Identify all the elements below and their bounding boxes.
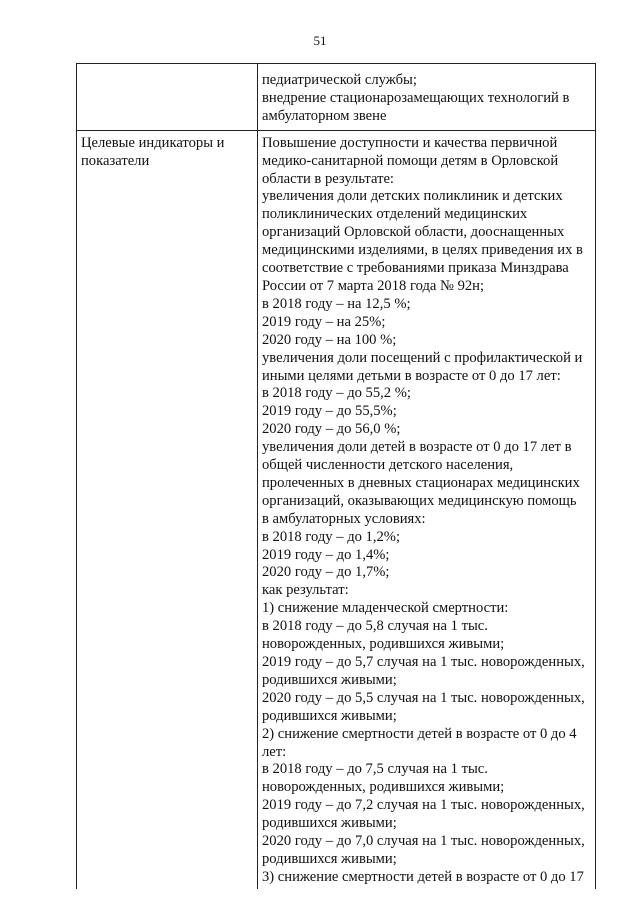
program-passport-table: [76, 63, 596, 889]
text-line: 2019 году – до 7,2 случая на 1 тыс. новорожденных,: [262, 797, 585, 814]
text-line: медико-санитарной помощи детям в Орловской: [262, 152, 559, 169]
row1-content-cell: [258, 64, 596, 131]
text-line: области в результате:: [262, 170, 394, 187]
text-line: педиатрической службы;: [262, 72, 417, 88]
table-row: [77, 64, 596, 131]
text-line: 2019 году – до 1,4%;: [262, 546, 390, 563]
text-line: 2019 году – до 55,5%;: [262, 403, 397, 420]
text-line: 2020 году – до 56,0 %;: [262, 421, 401, 438]
text-line: в 2018 году – до 55,2 %;: [262, 385, 411, 402]
text-line: России от 7 марта 2018 года № 92н;: [262, 277, 485, 294]
text-line: 2020 году – на 100 %;: [262, 331, 397, 348]
text-line: общей численности детского населения,: [262, 457, 514, 474]
row1-label-cell: [77, 64, 258, 131]
text-line: внедрение стационарозамещающих технологий в: [262, 89, 570, 106]
text-line: родившихся живыми;: [262, 671, 397, 688]
text-line: 3) снижение смертности детей в возрасте от 0 до 17: [262, 868, 584, 885]
text-line: родившихся живыми;: [262, 850, 397, 867]
text-line: организаций Орловской области, дооснащенных: [262, 224, 565, 241]
text-line: амбулаторном звене: [262, 107, 387, 124]
text-line: пролеченных в дневных стационарах медицинских: [262, 474, 580, 491]
text-line: показатели: [81, 152, 150, 169]
page-number: 51: [313, 33, 327, 48]
text-line: 2019 году – до 5,7 случая на 1 тыс. новорожденных,: [262, 654, 585, 670]
text-line: лет:: [262, 743, 287, 760]
text-line: в 2018 году – до 5,8 случая на 1 тыс.: [262, 618, 488, 635]
text-line: увеличения доли детских поликлиник и детских: [262, 188, 563, 205]
text-line: новорожденных, родившихся живыми;: [262, 779, 505, 796]
text-line: в 2018 году – до 1,2%;: [262, 528, 401, 545]
text-line: 2020 году – до 1,7%;: [262, 564, 390, 581]
text-line: родившихся живыми;: [262, 815, 397, 832]
text-line: 2019 году – на 25%;: [262, 313, 386, 330]
text-line: увеличения доли детей в возрасте от 0 до 17 лет в: [262, 439, 572, 456]
text-line: организаций, оказывающих медицинскую помощь: [262, 492, 577, 509]
text-line: Целевые индикаторы и: [81, 134, 225, 151]
text-line: 2) снижение смертности детей в возрасте от 0 до 4: [262, 725, 577, 742]
text-line: поликлинических отделений медицинских: [262, 206, 528, 223]
text-line: иными целями детьми в возрасте от 0 до 17 лет:: [262, 367, 561, 384]
table-row: [77, 130, 596, 889]
text-line: соответствие с требованиями приказа Минздрава: [262, 260, 569, 277]
text-line: 2020 году – до 7,0 случая на 1 тыс. новорожденных,: [262, 833, 585, 850]
text-line: родившихся живыми;: [262, 707, 397, 724]
text-line: Повышение доступности и качества первичной: [262, 134, 558, 151]
text-line: в амбулаторных условиях:: [262, 510, 426, 527]
text-line: 1) снижение младенческой смертности:: [262, 600, 509, 617]
target-indicators-label-cell: [77, 130, 258, 889]
text-line: медицинскими изделиями, в целях приведения их в: [262, 242, 583, 259]
target-indicators-content-cell: [258, 130, 596, 889]
text-line: увеличения доли посещений с профилактической и: [262, 349, 583, 366]
text-line: в 2018 году – на 12,5 %;: [262, 295, 411, 312]
text-line: в 2018 году – до 7,5 случая на 1 тыс.: [262, 761, 488, 778]
text-line: 2020 году – до 5,5 случая на 1 тыс. новорожденных,: [262, 689, 585, 706]
text-line: новорожденных, родившихся живыми;: [262, 636, 505, 653]
text-line: как результат:: [262, 582, 349, 599]
